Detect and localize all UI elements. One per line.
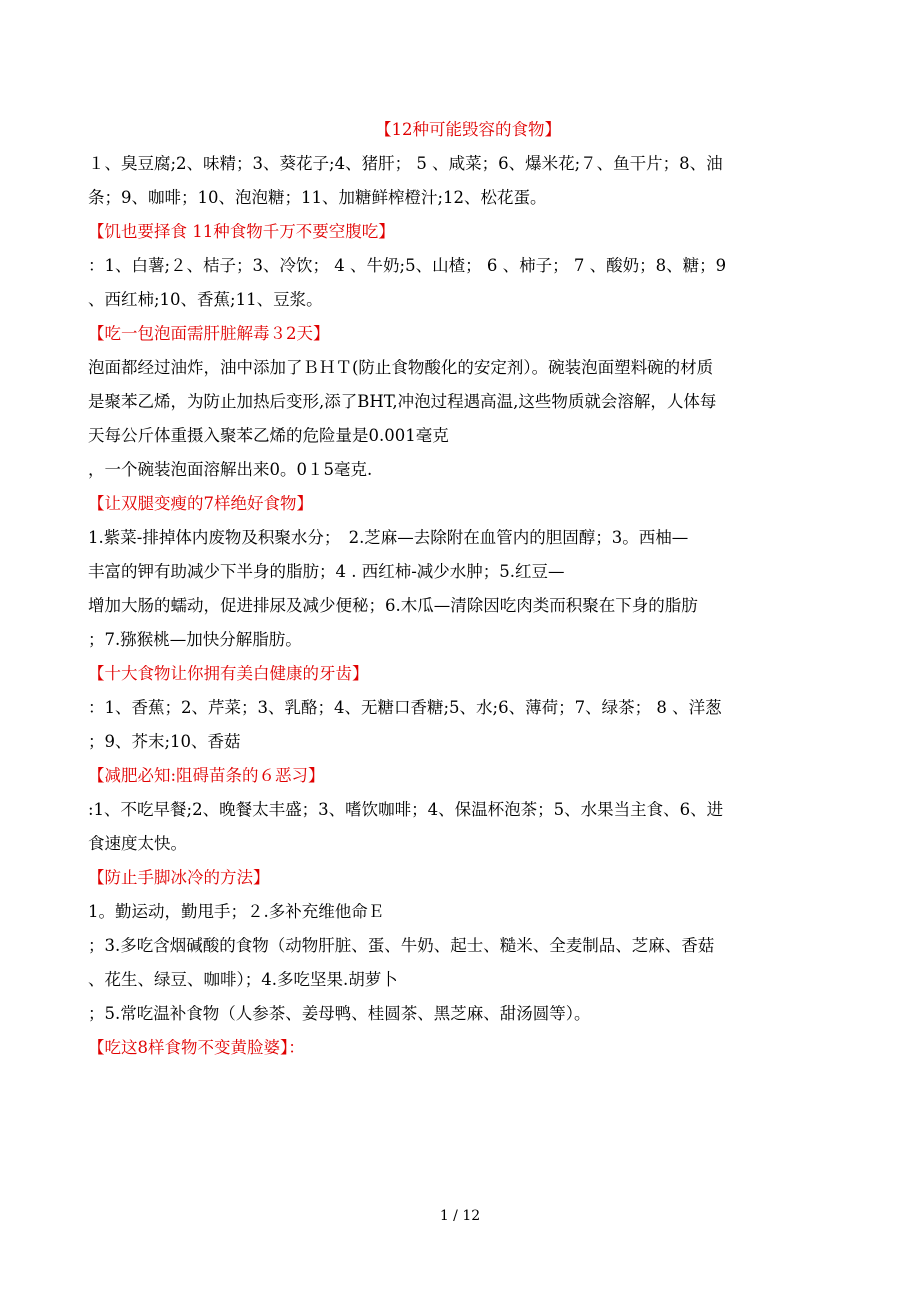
body-line: :1、不吃早餐;2、晚餐太丰盛；3、嗜饮咖啡；4、保温杯泡茶；5、水果当主食、6、进 — [88, 800, 724, 819]
page-number: 1 / 12 — [439, 1208, 481, 1224]
body-line: ；3.多吃含烟碱酸的食物（动物肝脏、蛋、牛奶、起士、糙米、全麦制品、芝麻、香菇 — [88, 936, 715, 955]
body-line: ，一个碗装泡面溶解出来0。0１5毫克. — [88, 460, 373, 479]
body-line: 食速度太快。 — [88, 834, 187, 853]
document-body — [88, 113, 848, 1065]
section-heading: 【12种可能毁容的食物】 — [375, 120, 561, 139]
body-line: ：1、白薯;２、桔子；3、冷饮； 4 、牛奶;5、山楂； 6 、柿子； 7 、酸奶；8、糖；9 — [88, 256, 727, 275]
section-heading: 【饥也要择食 11种食物千万不要空腹吃】 — [88, 222, 395, 241]
body-line: ：1、香蕉；2、芹菜；3、乳酪；4、无糖口香糖;5、水;6、薄荷；7、绿茶； 8 、洋葱 — [88, 698, 722, 717]
body-line: 是聚苯乙烯，为防止加热后变形,添了BHT,冲泡过程遇高温,这些物质就会溶解，人体每 — [88, 392, 717, 411]
body-line: 1.紫菜-排掉体内废物及积聚水分； 2.芝麻—去除附在血管内的胆固醇；3。西柚— — [88, 528, 689, 547]
section-heading: 【让双腿变瘦的7样绝好食物】 — [88, 494, 313, 513]
body-line: 增加大肠的蠕动，促进排尿及减少便秘；6.木瓜—清除因吃肉类而积聚在下身的脂肪 — [88, 596, 698, 615]
body-line: １、臭豆腐;2、味精；3、葵花子;4、猪肝； 5 、咸菜；6、爆米花;７、鱼干片；8、油 — [88, 154, 723, 173]
section-heading: 【防止手脚冰冷的方法】 — [88, 868, 270, 887]
body-line: 、西红柿;10、香蕉;11、豆浆。 — [88, 290, 323, 309]
section-heading: 【吃一包泡面需肝脏解毒３2天】 — [88, 324, 330, 343]
section-heading: 【减肥必知:阻碍苗条的６恶习】 — [88, 766, 325, 785]
body-line: ；9、芥末;10、香菇 — [88, 732, 241, 751]
body-line: 丰富的钾有助减少下半身的脂肪；4 . 西红柿-减少水肿；5.红豆— — [88, 562, 565, 581]
body-line: ；5.常吃温补食物（人参茶、姜母鸭、桂圆茶、黑芝麻、甜汤圆等）。 — [88, 1004, 591, 1023]
body-line: 天每公斤体重摄入聚苯乙烯的危险量是0.001毫克 — [88, 426, 449, 445]
section-heading: 【吃这8样食物不变黄脸婆】： — [88, 1038, 305, 1057]
section-heading: 【十大食物让你拥有美白健康的牙齿】 — [88, 664, 369, 683]
body-line: 1。勤运动，勤甩手；２.多补充维他命Ｅ — [88, 902, 385, 921]
body-line: 泡面都经过油炸，油中添加了ＢＨＴ(防止食物酸化的安定剂）。碗装泡面塑料碗的材质 — [88, 358, 714, 377]
body-line: 、花生、绿豆、咖啡）；4.多吃坚果.胡萝卜 — [88, 970, 398, 989]
body-line: ；7.猕猴桃—加快分解脂肪。 — [88, 630, 302, 649]
body-line: 条；9、咖啡；10、泡泡糖；11、加糖鲜榨橙汁;12、松花蛋。 — [88, 188, 547, 207]
